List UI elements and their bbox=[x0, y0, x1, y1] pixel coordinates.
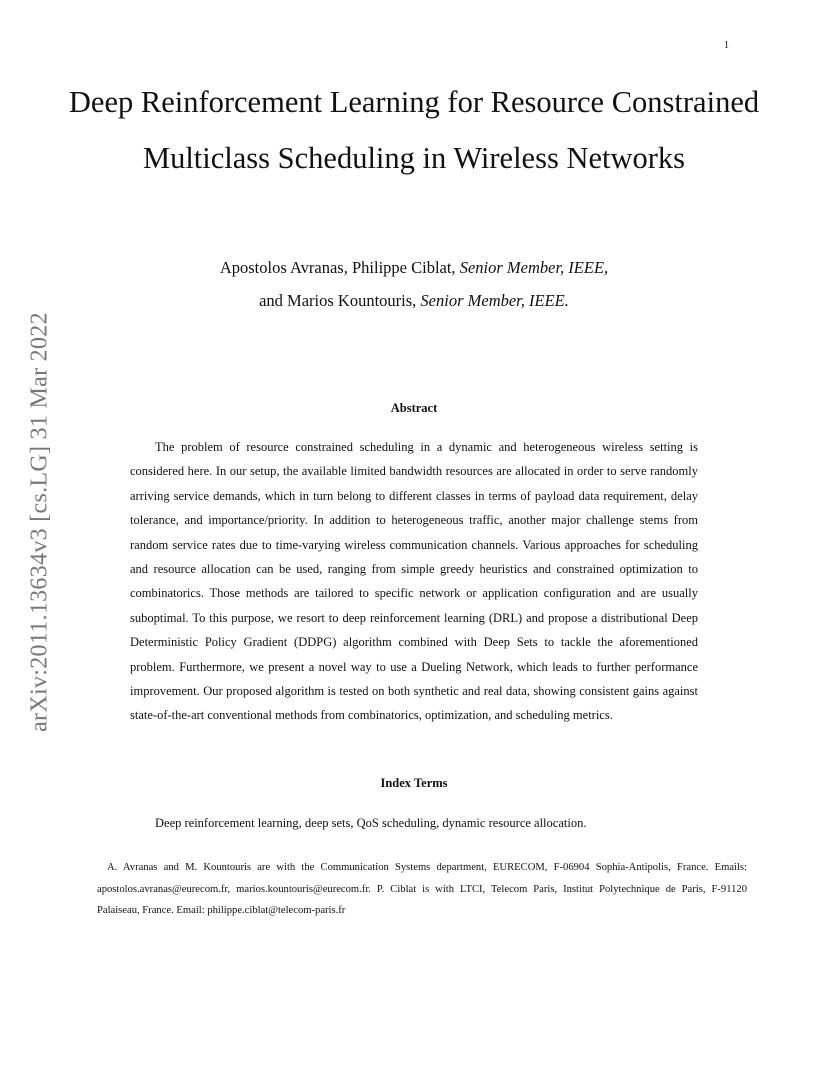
paper-title: Deep Reinforcement Learning for Resource Constrained Multiclass Scheduling in Wireless Networks bbox=[68, 85, 760, 175]
author-line-2 bbox=[60, 284, 768, 317]
index-terms-text: Deep reinforcement learning, deep sets, QoS scheduling, dynamic resource allocation. bbox=[155, 816, 587, 830]
arxiv-identifier-stamp: arXiv:2011.13634v3 [cs.LG] 31 Mar 2022 bbox=[26, 312, 53, 732]
page-number: 1 bbox=[724, 40, 729, 51]
author-block bbox=[60, 251, 768, 317]
author-line-1 bbox=[60, 251, 768, 284]
author-names-1: Apostolos Avranas, Philippe Ciblat, bbox=[219, 258, 460, 277]
abstract-text: The problem of resource constrained scheduling in a dynamic and heterogeneous wireless setting is considered here. In our setup, the available limited bandwidth resources are allocated in order to serve randomly arriving service demands, which in turn belong to different classes in terms of payload data requirement, delay tolerance, and importance/priority. In addition to heterogeneous traffic, another major challenge stems from random service rates due to time-varying wireless communication channels. Various approaches for scheduling and resource allocation can be used, ranging from simple greedy heuristics and constrained optimization to combinatorics. Those methods are tailored to specific network or application configuration and are usually suboptimal. To this purpose, we resort to deep reinforcement learning (DRL) and propose a distributional Deep Deterministic Policy Gradient (DDPG) algorithm combined with Deep Sets to tackle the aforementioned problem. Furthermore, we present a novel way to use a Dueling Network, which leads to further performance improvement. Our proposed algorithm is tested on both synthetic and real data, showing consistent gains against state-of-the-art conventional methods from combinatorics, optimization, and scheduling metrics. bbox=[130, 440, 698, 723]
affiliation-footnote: A. Avranas and M. Kountouris are with the Communication Systems department, EURECOM, F-06904 Sophia-Antipolis, France. Emails: apostolos.avranas@eurecom.fr, marios.kountouris@eurecom.fr. P. Ciblat is with LTCI, Telecom Paris, Institut Polytechnique de Paris, F-91120 Palaiseau, France. Email: philippe.ciblat@telecom-paris.fr bbox=[97, 862, 747, 916]
author-names-2: and Marios Kountouris, bbox=[259, 291, 421, 310]
abstract-heading: Abstract bbox=[390, 401, 438, 415]
author-role-2: Senior Member, IEEE. bbox=[420, 291, 569, 310]
author-role-1: Senior Member, IEEE, bbox=[459, 258, 609, 277]
index-terms-heading: Index Terms bbox=[380, 776, 448, 790]
